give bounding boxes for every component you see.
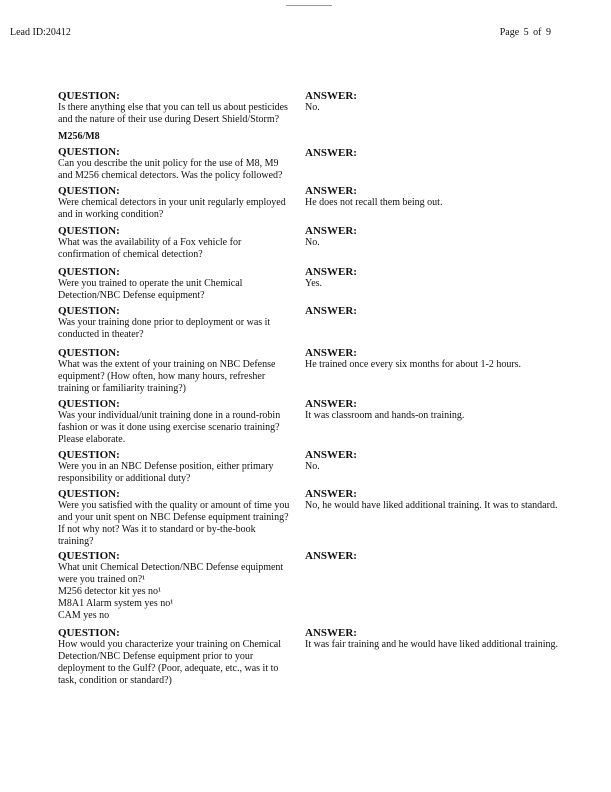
equipment-line: CAM yes no bbox=[58, 610, 110, 621]
question-label: QUESTION: bbox=[58, 266, 120, 278]
answer-label: ANSWER: bbox=[305, 449, 357, 461]
page-word: Page bbox=[499, 27, 520, 38]
question-label: QUESTION: bbox=[58, 185, 120, 197]
equipment-line: M8A1 Alarm system yes no¹ bbox=[58, 598, 174, 609]
question-label: QUESTION: bbox=[58, 398, 120, 410]
answer-label: ANSWER: bbox=[305, 90, 357, 102]
answer-label: ANSWER: bbox=[305, 185, 357, 197]
question-text: Was your training done prior to deployment or was it conducted in theater? bbox=[58, 317, 271, 340]
page-total: 9 bbox=[546, 27, 551, 38]
question-label: QUESTION: bbox=[58, 146, 120, 158]
answer-label: ANSWER: bbox=[305, 627, 357, 639]
page-number: 5 bbox=[523, 27, 529, 38]
answer-label: ANSWER: bbox=[305, 225, 357, 237]
answer-label: ANSWER: bbox=[305, 266, 357, 278]
equipment-line: M256 detector kit yes no¹ bbox=[58, 586, 161, 597]
answer-label: ANSWER: bbox=[305, 398, 357, 410]
question-text: What was the availability of a Fox vehicle for confirmation of chemical detection? bbox=[58, 237, 242, 260]
question-label: QUESTION: bbox=[58, 347, 120, 359]
answer-text: He does not recall them being out. bbox=[305, 197, 443, 208]
question-text: Were you in an NBC Defense position, either primary responsibility or additional duty? bbox=[58, 461, 274, 484]
question-text: What was the extent of your training on NBC Defense equipment? (How often, how many hours, refresher training or familiarity training?) bbox=[58, 359, 276, 394]
answer-text: It was fair training and he would have liked additional training. bbox=[305, 639, 558, 650]
question-text: What unit Chemical Detection/NBC Defense equipment were you trained on?¹ bbox=[58, 562, 284, 585]
question-text: Is there anything else that you can tell us about pesticides and the nature of their use during Desert Shield/Storm? bbox=[58, 102, 288, 125]
question-text: Was your individual/unit training done in a round-robin fashion or was it done using exercise scenario training? Please elaborate. bbox=[58, 410, 281, 445]
question-label: QUESTION: bbox=[58, 488, 120, 500]
question-label: QUESTION: bbox=[58, 627, 120, 639]
question-text: Were you trained to operate the unit Chemical Detection/NBC Defense equipment? bbox=[58, 278, 243, 301]
answer-text: No, he would have liked additional training. It was to standard. bbox=[305, 500, 558, 511]
answer-text: No. bbox=[305, 237, 320, 248]
answer-label: ANSWER: bbox=[305, 488, 357, 500]
question-text: How would you characterize your training on Chemical Detection/NBC Defense equipment prior to your deployment to the Gulf? (Poor, adequate, etc., was it to task, condition or standard?) bbox=[58, 639, 281, 686]
top-rule bbox=[286, 5, 332, 6]
answer-text: No. bbox=[305, 102, 320, 113]
answer-text: No. bbox=[305, 461, 320, 472]
question-label: QUESTION: bbox=[58, 449, 120, 461]
page-indicator bbox=[498, 27, 551, 38]
section-title: M256/M8 bbox=[58, 131, 100, 142]
question-label: QUESTION: bbox=[58, 550, 120, 562]
answer-text: He trained once every six months for about 1-2 hours. bbox=[305, 359, 522, 370]
answer-label: ANSWER: bbox=[305, 347, 357, 359]
question-text: Were you satisfied with the quality or amount of time you and your unit spent on NBC Defense equipment training? If not why not? Was it to standard or by-the-book training? bbox=[58, 500, 290, 547]
question-label: QUESTION: bbox=[58, 90, 120, 102]
question-label: QUESTION: bbox=[58, 305, 120, 317]
answer-text: Yes. bbox=[305, 278, 323, 289]
answer-text: It was classroom and hands-on training. bbox=[305, 410, 465, 421]
question-label: QUESTION: bbox=[58, 225, 120, 237]
lead-id: Lead ID:20412 bbox=[10, 27, 71, 38]
page-of: of bbox=[533, 27, 542, 38]
answer-label: ANSWER: bbox=[305, 550, 357, 562]
answer-label: ANSWER: bbox=[305, 147, 357, 159]
answer-label: ANSWER: bbox=[305, 305, 357, 317]
question-text: Were chemical detectors in your unit regularly employed and in working condition? bbox=[58, 197, 286, 220]
question-text: Can you describe the unit policy for the use of M8, M9 and M256 chemical detectors. Was the policy followed? bbox=[58, 158, 283, 181]
